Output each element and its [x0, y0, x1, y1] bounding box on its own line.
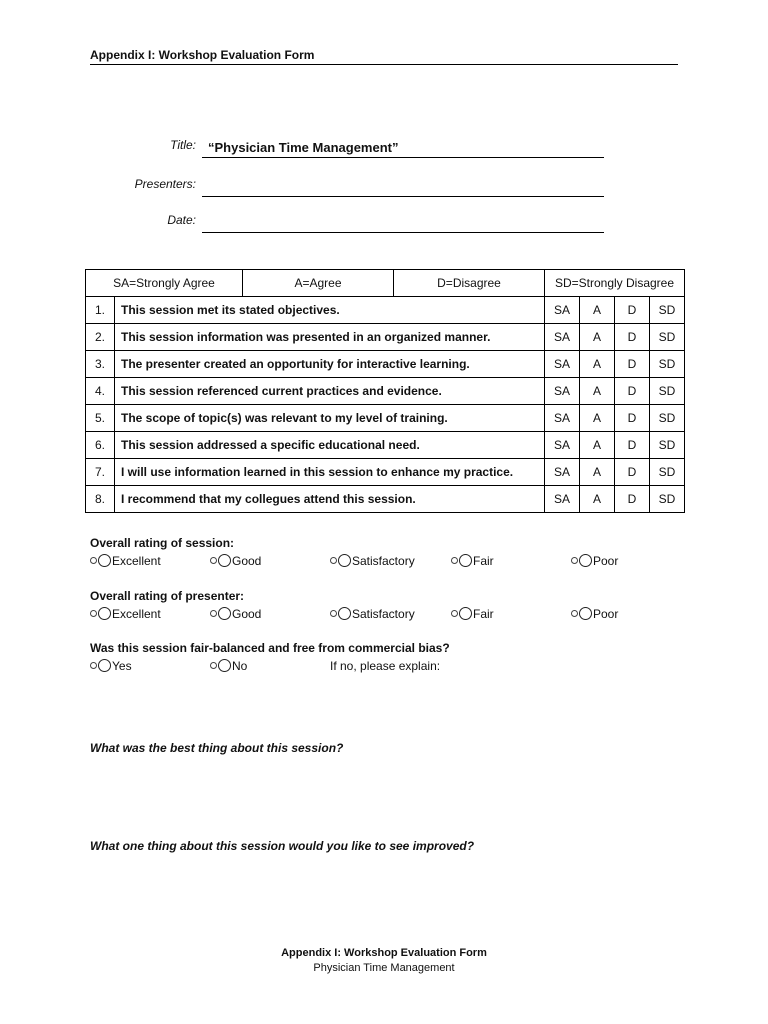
table-row	[86, 405, 685, 432]
session-rating-group	[90, 535, 690, 570]
radio-icon	[98, 659, 111, 672]
statement-number: 8.	[86, 486, 115, 513]
table-row	[86, 378, 685, 405]
option-sd[interactable]: SD	[650, 486, 685, 513]
bias-question: Was this session fair-balanced and free from commercial bias?	[90, 641, 450, 655]
radio-small-icon	[571, 610, 578, 617]
option-label: Fair	[473, 554, 494, 568]
footer-title: Appendix I: Workshop Evaluation Form	[281, 947, 487, 959]
legend-row	[86, 270, 685, 297]
table-row	[86, 486, 685, 513]
option-sa[interactable]: SA	[545, 486, 580, 513]
presenter-rating-group	[90, 588, 690, 623]
option-d[interactable]: D	[615, 486, 650, 513]
session-option-excellent[interactable]	[90, 552, 161, 570]
statement-number: 7.	[86, 459, 115, 486]
bias-group	[90, 640, 690, 675]
radio-icon	[338, 554, 351, 567]
date-field-label: Date:	[167, 213, 196, 227]
statement-number: 4.	[86, 378, 115, 405]
presenter-rating-question: Overall rating of presenter:	[90, 589, 245, 603]
option-sa[interactable]: SA	[545, 351, 580, 378]
option-label: Excellent	[112, 554, 161, 568]
radio-small-icon	[210, 557, 217, 564]
radio-small-icon	[451, 610, 458, 617]
option-sa[interactable]: SA	[545, 405, 580, 432]
option-d[interactable]: D	[615, 459, 650, 486]
date-field[interactable]	[202, 213, 604, 233]
option-a[interactable]: A	[580, 459, 615, 486]
statement-text: This session referenced current practices and evidence.	[115, 378, 545, 405]
option-label: Yes	[112, 659, 132, 673]
option-d[interactable]: D	[615, 378, 650, 405]
header-title: Appendix I: Workshop Evaluation Form	[90, 48, 315, 62]
option-sa[interactable]: SA	[545, 459, 580, 486]
session-option-satisfactory[interactable]	[330, 552, 415, 570]
option-label: Satisfactory	[352, 554, 415, 568]
option-sa[interactable]: SA	[545, 297, 580, 324]
legend-disagree: D=Disagree	[394, 270, 545, 297]
presenter-option-good[interactable]	[210, 605, 261, 623]
presenters-field-row	[90, 173, 604, 197]
session-option-good[interactable]	[210, 552, 261, 570]
statement-text: I recommend that my collegues attend this session.	[115, 486, 545, 513]
presenter-option-poor[interactable]	[571, 605, 618, 623]
bias-explain-label: If no, please explain:	[330, 659, 441, 673]
session-rating-question: Overall rating of session:	[90, 536, 235, 550]
radio-small-icon	[210, 610, 217, 617]
radio-icon	[459, 607, 472, 620]
option-a[interactable]: A	[580, 351, 615, 378]
statement-text: The presenter created an opportunity for interactive learning.	[115, 351, 545, 378]
table-row	[86, 351, 685, 378]
date-field-row	[90, 209, 604, 233]
radio-icon	[579, 607, 592, 620]
option-a[interactable]: A	[580, 324, 615, 351]
session-option-poor[interactable]	[571, 552, 618, 570]
option-sd[interactable]: SD	[650, 432, 685, 459]
statement-text: I will use information learned in this session to enhance my practice.	[115, 459, 545, 486]
presenter-option-fair[interactable]	[451, 605, 494, 623]
presenters-field-label: Presenters:	[134, 177, 196, 191]
option-label: Good	[232, 607, 262, 621]
presenter-rating-options	[90, 605, 690, 623]
radio-small-icon	[90, 557, 97, 564]
radio-small-icon	[571, 557, 578, 564]
presenter-option-satisfactory[interactable]	[330, 605, 415, 623]
footer-subtitle: Physician Time Management	[313, 962, 455, 974]
session-rating-options	[90, 552, 690, 570]
radio-icon	[218, 659, 231, 672]
option-d[interactable]: D	[615, 324, 650, 351]
option-d[interactable]: D	[615, 405, 650, 432]
option-sd[interactable]: SD	[650, 459, 685, 486]
option-label: No	[232, 659, 248, 673]
radio-icon	[218, 607, 231, 620]
statement-text: This session met its stated objectives.	[115, 297, 545, 324]
radio-small-icon	[90, 610, 97, 617]
option-a[interactable]: A	[580, 486, 615, 513]
statement-number: 1.	[86, 297, 115, 324]
radio-icon	[98, 554, 111, 567]
radio-icon	[338, 607, 351, 620]
option-d[interactable]: D	[615, 297, 650, 324]
radio-small-icon	[451, 557, 458, 564]
option-sd[interactable]: SD	[650, 405, 685, 432]
radio-icon	[579, 554, 592, 567]
radio-icon	[459, 554, 472, 567]
statement-number: 6.	[86, 432, 115, 459]
option-label: Poor	[593, 607, 619, 621]
option-sa[interactable]: SA	[545, 324, 580, 351]
option-sa[interactable]: SA	[545, 378, 580, 405]
option-sd[interactable]: SD	[650, 378, 685, 405]
option-label: Excellent	[112, 607, 161, 621]
option-label: Poor	[593, 554, 619, 568]
title-field-label: Title:	[170, 138, 196, 152]
statement-text: This session information was presented in an organized manner.	[115, 324, 545, 351]
bias-option-no[interactable]	[210, 657, 247, 675]
option-sd[interactable]: SD	[650, 324, 685, 351]
radio-small-icon	[330, 557, 337, 564]
option-a[interactable]: A	[580, 297, 615, 324]
radio-small-icon	[90, 662, 97, 669]
statement-number: 3.	[86, 351, 115, 378]
statement-number: 2.	[86, 324, 115, 351]
radio-small-icon	[210, 662, 217, 669]
statement-text: This session addressed a specific educational need.	[115, 432, 545, 459]
option-a[interactable]: A	[580, 378, 615, 405]
option-d[interactable]: D	[615, 432, 650, 459]
radio-small-icon	[330, 610, 337, 617]
statement-number: 5.	[86, 405, 115, 432]
option-a[interactable]: A	[580, 432, 615, 459]
table-row	[86, 432, 685, 459]
option-d[interactable]: D	[615, 351, 650, 378]
option-label: Satisfactory	[352, 607, 415, 621]
option-label: Good	[232, 554, 262, 568]
option-sd[interactable]: SD	[650, 351, 685, 378]
legend-strongly-disagree: SD=Strongly Disagree	[545, 270, 685, 297]
presenters-field[interactable]	[202, 177, 604, 197]
radio-icon	[218, 554, 231, 567]
legend-agree: A=Agree	[243, 270, 394, 297]
option-sa[interactable]: SA	[545, 432, 580, 459]
table-row	[86, 324, 685, 351]
bias-options	[90, 657, 690, 675]
radio-icon	[98, 607, 111, 620]
option-a[interactable]: A	[580, 405, 615, 432]
table-row	[86, 459, 685, 486]
page-header	[90, 48, 678, 65]
legend-strongly-agree: SA=Strongly Agree	[86, 270, 243, 297]
title-field-row	[90, 134, 604, 158]
best-thing-question: What was the best thing about this session?	[90, 741, 344, 755]
bias-option-yes[interactable]	[90, 657, 132, 675]
option-sd[interactable]: SD	[650, 297, 685, 324]
presenter-option-excellent[interactable]	[90, 605, 161, 623]
title-field[interactable]: “Physician Time Management”	[202, 138, 604, 158]
statement-text: The scope of topic(s) was relevant to my level of training.	[115, 405, 545, 432]
likert-table	[85, 269, 685, 513]
improve-question: What one thing about this session would you like to see improved?	[90, 839, 475, 853]
option-label: Fair	[473, 607, 494, 621]
session-option-fair[interactable]	[451, 552, 494, 570]
table-row	[86, 297, 685, 324]
